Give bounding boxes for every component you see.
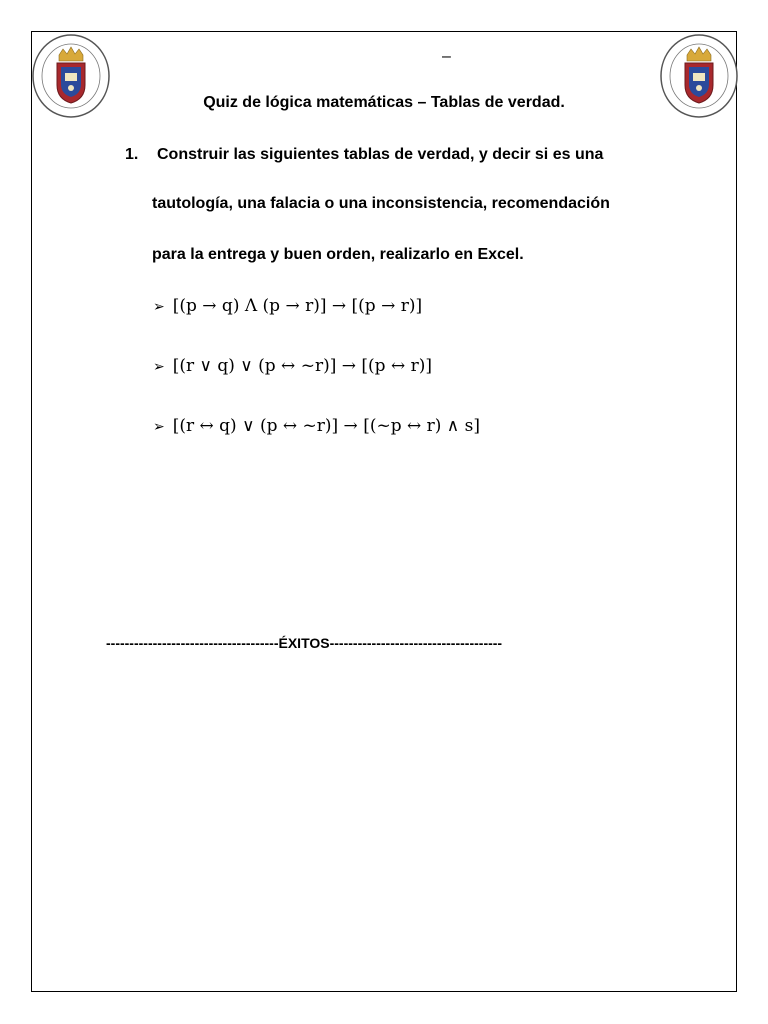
formula-item-1: [153, 296, 422, 316]
bullet-arrow-icon: ➢: [153, 359, 165, 375]
formula-text: [(r ∨ q) ∨ (p ↔ ~r)] → [(p ↔ r)]: [172, 356, 432, 376]
page-border: [31, 31, 737, 992]
closing-message: -------------------------------------ÉXITOS-------------------------------------: [106, 635, 503, 651]
bullet-arrow-icon: ➢: [153, 419, 165, 435]
page-title: Quiz de lógica matemáticas – Tablas de verdad.: [203, 94, 565, 111]
formula-item-2: [153, 356, 432, 376]
question-line-2: tautología, una falacia o una inconsistencia, recomendación: [152, 195, 610, 212]
question-line-3: para la entrega y buen orden, realizarlo en Excel.: [152, 246, 524, 263]
formula-text: [(r ↔ q) ∨ (p ↔ ~r)] → [(~p ↔ r) ∧ s]: [172, 416, 481, 436]
formula-text: [(p → q) Λ (p → r)] → [(p → r)]: [172, 296, 423, 316]
question-number: 1.: [125, 146, 139, 163]
formula-item-3: [153, 416, 480, 436]
header-dash: –: [442, 48, 451, 65]
question-line-1: Construir las siguientes tablas de verdad, y decir si es una: [157, 146, 604, 163]
bullet-arrow-icon: ➢: [153, 299, 165, 315]
